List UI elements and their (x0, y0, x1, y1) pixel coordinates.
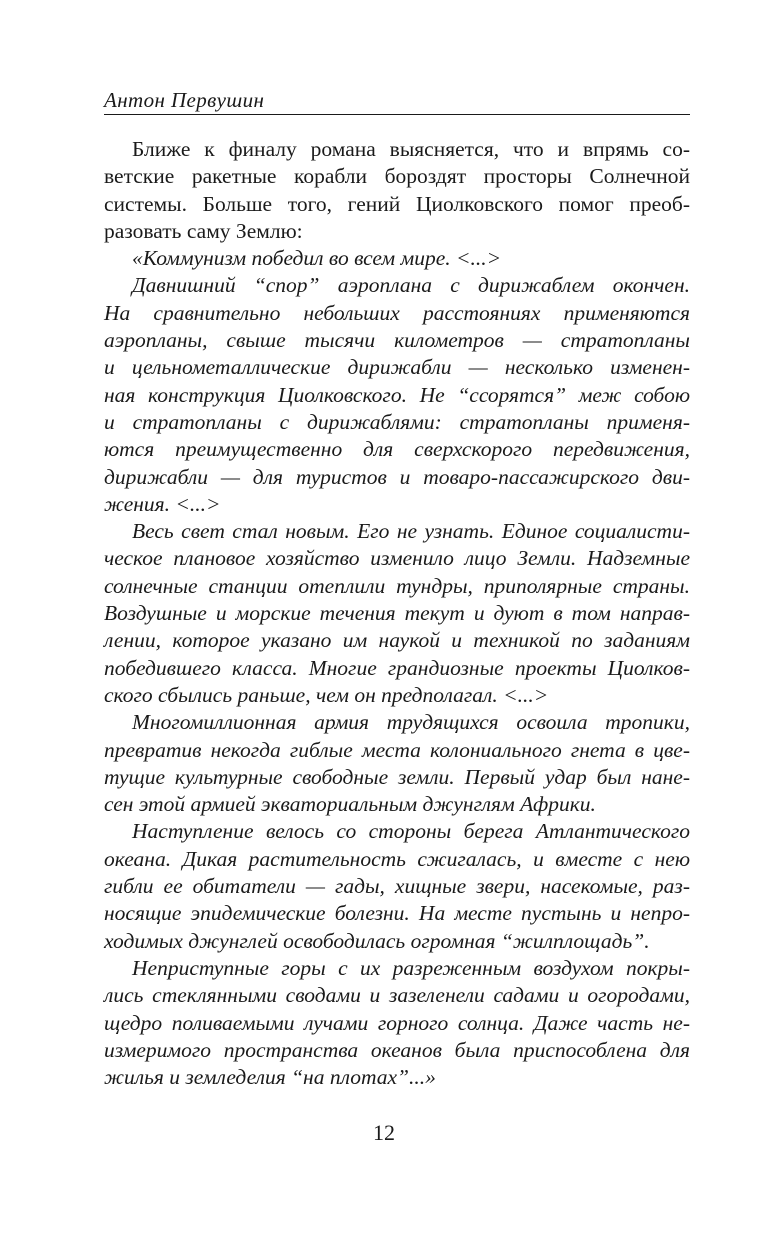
text-line: и стратопланы с дирижаблями: стратопланы применя- (104, 409, 690, 434)
text-line: ная конструкция Циолковского. Не “ссорятся” меж собою (104, 382, 690, 407)
text-line: Весь свет стал новым. Его не узнать. Единое социалисти- (132, 519, 690, 544)
page-number: 12 (373, 1120, 395, 1145)
text-line: жилья и земледелия “на плотах”...» (104, 1065, 436, 1090)
quote-paragraph (104, 955, 690, 1091)
text-line: Давнишний “спор” аэроплана с дирижаблем окончен. (132, 273, 690, 298)
text-line: океана. Дикая растительность сжигалась, и вместе с нею (104, 846, 690, 871)
text-line: сен этой армией экваториальным джунглям Африки. (104, 792, 596, 817)
text-line: ческое плановое хозяйство изменило лицо Земли. Надземные (104, 546, 690, 571)
text-line: Неприступные горы с их разреженным воздухом покры- (132, 955, 690, 980)
page-body-text (104, 136, 690, 1091)
text-line: щедро поливаемыми лучами горного солнца. Даже часть не- (104, 1010, 690, 1035)
text-line: разовать саму Землю: (104, 218, 303, 243)
text-line: лении, которое указано им наукой и техникой по заданиям (104, 628, 690, 653)
text-line: ются преимущественно для сверхскорого передвижения, (104, 437, 690, 462)
text-line: «Коммунизм победил во всем мире. <...> (132, 246, 502, 271)
text-line: и цельнометаллические дирижабли — несколько изменен- (104, 355, 690, 380)
text-line: жения. <...> (104, 491, 221, 516)
text-line: Воздушные и морские течения текут и дуют в том направ- (104, 601, 690, 626)
running-header (104, 86, 690, 115)
text-line: превратив некогда гиблые места колониального гнета в цве- (104, 737, 690, 762)
quote-paragraph (104, 518, 690, 709)
text-line: Ближе к финалу романа выясняется, что и впрямь со- (132, 137, 690, 161)
text-line: ветские ракетные корабли бороздят просторы Солнечной (104, 164, 690, 189)
text-line: солнечные станции отеплили тундры, приполярные страны. (104, 573, 690, 598)
text-line: победившего класса. Многие грандиозные проекты Циолков- (104, 655, 690, 680)
text-line: носящие эпидемические болезни. На месте пустынь и непро- (104, 901, 690, 926)
running-header-author: Антон Первушин (104, 88, 265, 112)
text-line: ского сбылись раньше, чем он предполагал. <...> (104, 682, 549, 707)
text-line: На сравнительно небольших расстояниях применяются (104, 300, 690, 325)
text-line: измеримого пространства океанов была приспособлена для (104, 1037, 690, 1062)
text-line: гибли ее обитатели — гады, хищные звери, насекомые, раз- (104, 874, 690, 899)
text-line: лись стеклянными сводами и зазеленели садами и огородами, (104, 983, 690, 1008)
text-line: системы. Больше того, гений Циолковского помог преоб- (104, 191, 690, 216)
text-line: аэропланы, свыше тысячи километров — стратопланы (104, 328, 690, 353)
quote-paragraph (104, 818, 690, 954)
quote-paragraph (104, 245, 690, 272)
quote-paragraph (104, 272, 690, 518)
quote-paragraph (104, 709, 690, 818)
text-line: ходимых джунглей освободилась огромная “жилплощадь”. (104, 928, 650, 953)
text-line: Наступление велось со стороны берега Атлантического (132, 819, 690, 844)
body-paragraph (104, 136, 690, 245)
text-line: Многомиллионная армия трудящихся освоила тропики, (132, 710, 690, 735)
text-line: дирижабли — для туристов и товаро-пассажирского дви- (104, 464, 690, 489)
text-line: тущие культурные свободные земли. Первый удар был нане- (104, 764, 690, 789)
